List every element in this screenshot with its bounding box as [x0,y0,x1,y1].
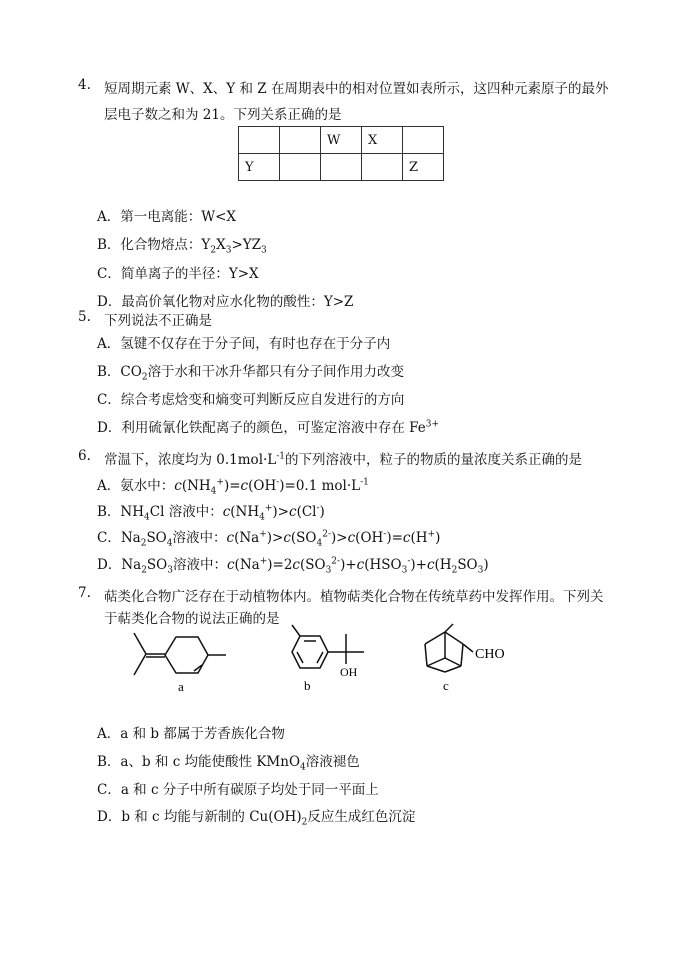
question-stem: 常温下，浓度均为 $0.1mol\cdot L^{-1}$的下列溶液中，粒子的物质的量浓度关系正确的是 [104,451,583,468]
hydroxyl-label: OH [340,665,358,679]
table-cell [239,127,280,154]
option-a: A．第一电离能：W<X [97,209,237,225]
option-b: B．a、b 和 c 均能使酸性 KMnO$_4$溶液褪色 [97,754,360,773]
option-a: A．氢键不仅存在于分子间，有时也存在于分子内 [97,336,391,352]
table-cell [280,154,321,181]
question-number: 7. [78,585,91,601]
option-b: B．化合物熔点：$Y_2X_3>YZ_3$ [97,237,267,256]
question-stem: 下列说法不正确是 [104,313,212,329]
question-number: 6. [78,448,91,464]
structure-a [120,625,230,697]
option-d: D．最高价氧化物对应水化物的酸性：Y>Z [97,294,354,310]
option-c: C．综合考虑焓变和熵变可判断反应自发进行的方向 [97,392,405,408]
question-stem-line1: 萜类化合物广泛存在于动植物体内。植物萜类化合物在传统草药中发挥作用。下列关 [104,589,604,605]
question-number: 5. [78,309,91,325]
question-stem-line1: 短周期元素 W、X、Y 和 Z 在周期表中的相对位置如表所示，这四种元素原子的最外 [104,81,609,97]
table-cell: W [321,127,362,154]
table-cell [280,127,321,154]
option-a: A．a 和 b 都属于芳香族化合物 [97,726,285,742]
question-number: 4. [78,77,91,93]
table-cell: Y [239,154,280,181]
option-d: D．利用硫氰化铁配离子的颜色，可鉴定溶液中存在 $Fe^{3+}$ [97,419,440,436]
periodic-table-fragment [238,126,444,181]
structure-b-label: b [304,678,311,693]
option-d: D．$Na_2SO_3$溶液中：$c(Na^+)=2c(SO_3^{2-})+c(HSO_3^-)+c(H_2SO_3)$ [97,556,489,576]
table-cell: X [362,127,403,154]
table-cell [321,154,362,181]
table-cell: Z [403,154,444,181]
table-cell [403,127,444,154]
question-stem-line2: 层电子数之和为 21。下列关系正确的是 [104,107,342,123]
option-a: A．氨水中：$c(NH_4^+)=c(OH^-)=0.1$ $mol\cdot L^{-1}$ [97,477,369,497]
table-cell [362,154,403,181]
structure-a-label: a [178,679,184,694]
option-b: B．$CO_2$溶于水和干冰升华都只有分子间作用力改变 [97,364,405,383]
option-d: D．b 和 c 均能与新制的 $Cu(OH)_2$反应生成红色沉淀 [97,809,416,828]
question-stem-line2: 于萜类化合物的说法正确的是 [104,611,280,627]
aldehyde-label: CHO [475,647,505,662]
option-b: B．$NH_4Cl$ 溶液中：$c(NH_4^+)>c(Cl^-)$ [97,503,325,523]
structure-b [280,622,380,697]
option-c: C．$Na_2SO_4$溶液中：$c(Na^+)>c(SO_4^{2-})>c(OH^-)=c(H^+)$ [97,529,441,549]
structure-c-label: c [443,678,449,693]
structure-c [415,622,525,697]
option-c: C．a 和 c 分子中所有碳原子均处于同一平面上 [97,782,379,798]
option-c: C．简单离子的半径：Y>X [97,266,259,282]
